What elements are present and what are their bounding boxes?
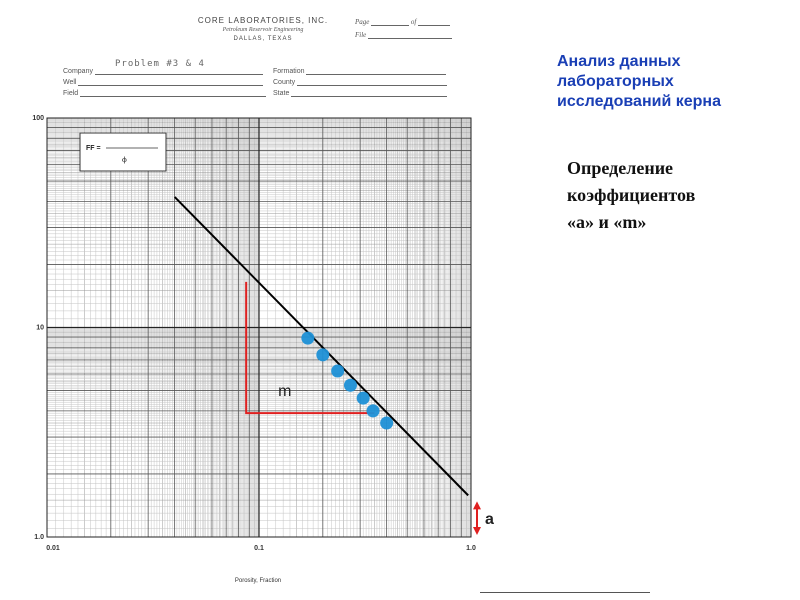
slope-label-m: m [278, 383, 292, 401]
footer-rule [480, 592, 650, 593]
slide-title-line1: Анализ данных [557, 53, 681, 70]
x-tick-label: 0.01 [46, 545, 60, 552]
x-tick-label: 0.1 [254, 545, 264, 552]
company-label: Company [63, 68, 93, 75]
legend-phi-symbol: ϕ [122, 156, 127, 164]
of-label: of [410, 18, 417, 26]
legend-box-frame [80, 133, 166, 171]
data-point [380, 417, 393, 430]
field-label: Field [63, 90, 79, 97]
data-point [357, 392, 370, 405]
intercept-arrow-head-top [473, 501, 481, 509]
formation-label: Formation [273, 68, 305, 75]
x-tick-label: 1.0 [466, 545, 476, 552]
slide-subtitle-line1: Определение [567, 158, 674, 178]
x-axis-label: Porosity, Fraction [234, 578, 282, 584]
state-label: State [273, 90, 290, 97]
file-label: File [355, 31, 367, 39]
intercept-arrow-head-bottom [473, 527, 481, 535]
department-name: Petroleum Reservoir Engineering [222, 27, 304, 33]
intercept-marker [473, 501, 494, 535]
slide-subtitle-line2: коэффициентов [567, 185, 696, 205]
company-city: DALLAS, TEXAS [233, 36, 293, 42]
y-tick-label: 100 [32, 115, 44, 122]
intercept-label-a: a [485, 511, 494, 529]
data-point [367, 404, 380, 417]
ff-legend-box [80, 133, 166, 171]
problem-note: Problem #3 & 4 [115, 59, 205, 69]
chart-major-grid [47, 118, 471, 537]
data-point [301, 332, 314, 345]
company-name: CORE LABORATORIES, INC. [197, 16, 329, 25]
y-tick-label: 10 [36, 324, 44, 332]
data-point [344, 379, 357, 392]
page-label: Page [355, 18, 370, 26]
data-point [331, 364, 344, 377]
legend-ff-label: FF = [86, 145, 101, 152]
slide-subtitle-line3: «a» и «m» [567, 212, 647, 232]
slide-title-line3: исследований керна [557, 93, 721, 110]
county-label: County [273, 79, 296, 86]
y-tick-label: 1.0 [34, 534, 44, 541]
well-label: Well [63, 79, 77, 86]
data-point [316, 348, 329, 361]
slide-title-line2: лабораторных [557, 73, 674, 90]
